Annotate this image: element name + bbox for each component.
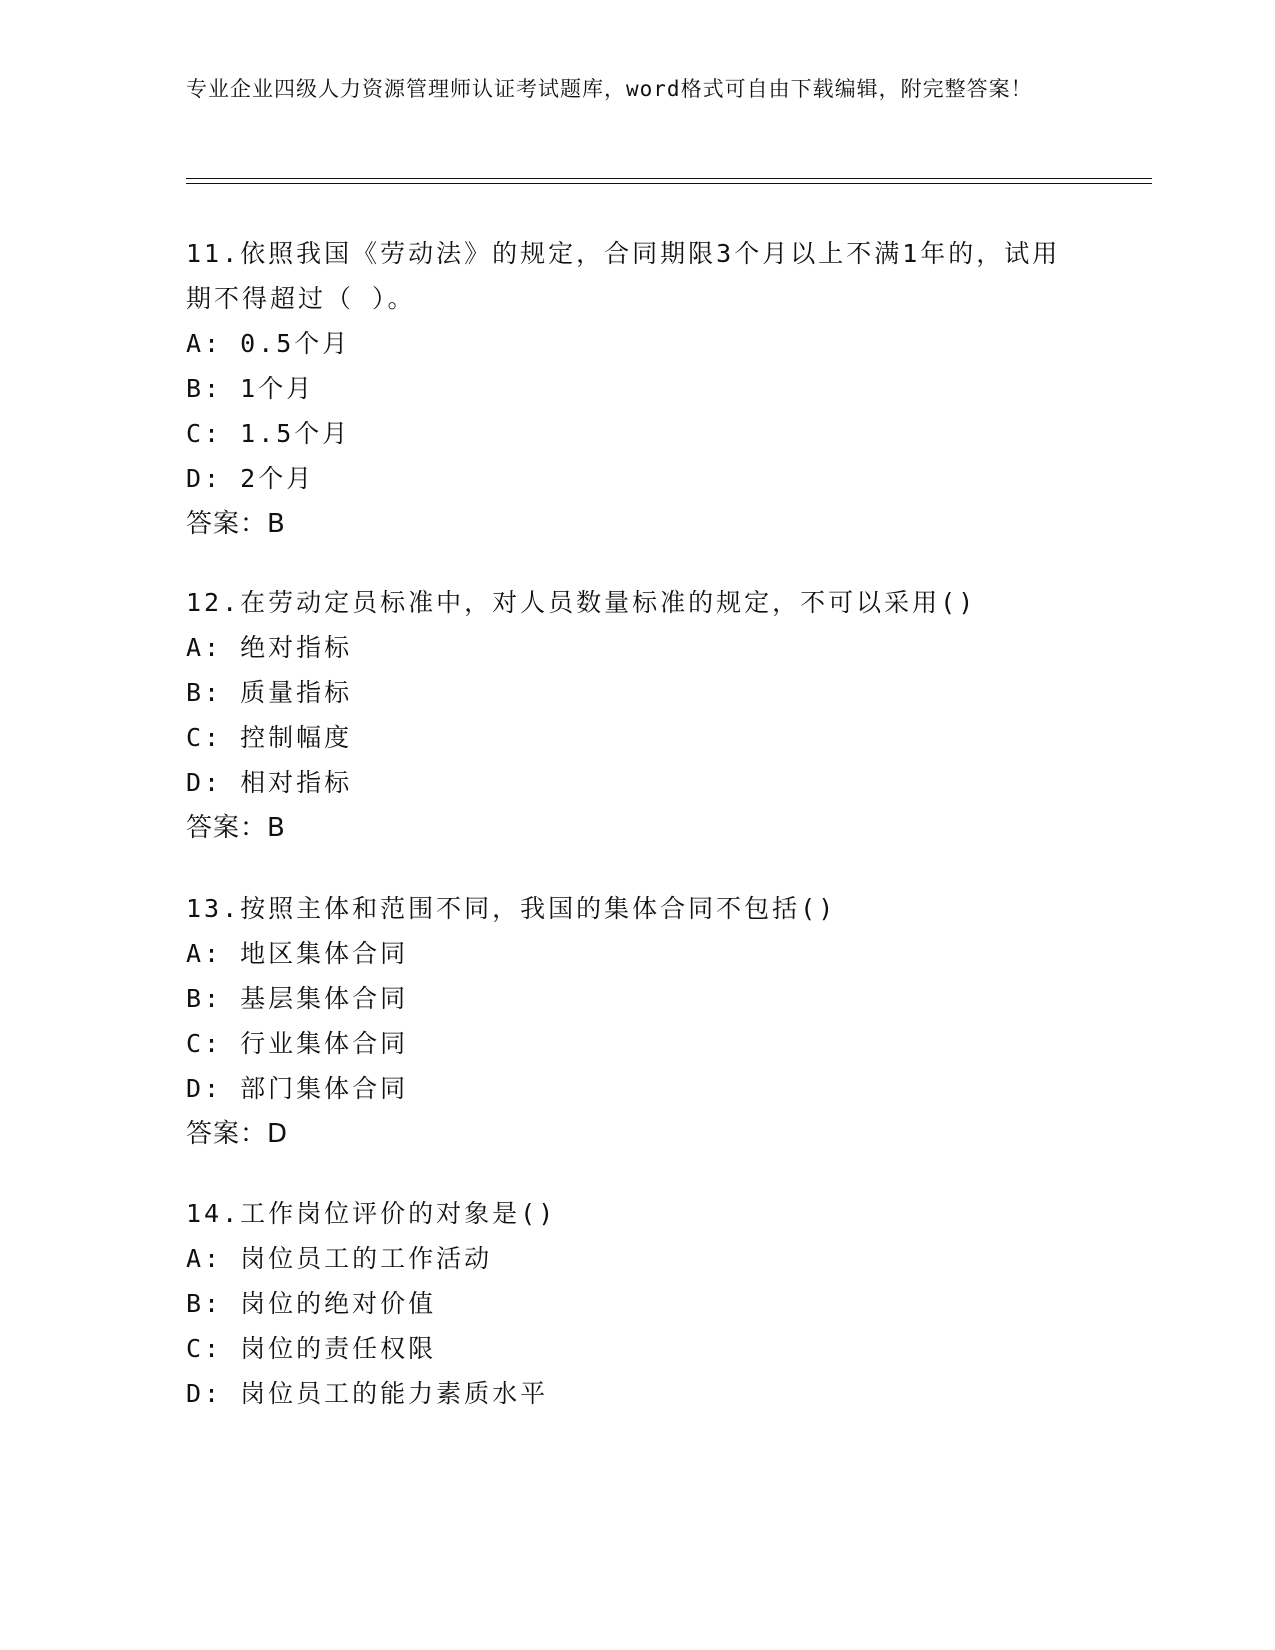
option-c: C: 1.5个月 [186,419,351,448]
question-stem: 13.按照主体和范围不同，我国的集体合同不包括() [186,894,837,923]
option-a: A: 岗位员工的工作活动 [186,1244,493,1273]
option-d: D: 相对指标 [186,768,353,797]
option-d: D: 岗位员工的能力素质水平 [186,1379,549,1408]
option-c: C: 行业集体合同 [186,1029,409,1058]
question-14 [186,1191,1086,1416]
answer-label: 答案：B [186,509,286,539]
option-a: A: 绝对指标 [186,633,353,662]
option-a: A: 地区集体合同 [186,939,409,968]
question-12 [186,580,1086,851]
answer-label: 答案：D [186,1119,289,1149]
option-b: B: 质量指标 [186,678,353,707]
option-d: D: 2个月 [186,464,315,493]
answer-label: 答案：B [186,813,286,843]
option-b: B: 岗位的绝对价值 [186,1289,437,1318]
option-a: A: 0.5个月 [186,329,351,358]
option-c: C: 控制幅度 [186,723,353,752]
question-stem: 14.工作岗位评价的对象是() [186,1199,557,1228]
option-b: B: 1个月 [186,374,315,403]
question-13 [186,886,1086,1157]
header-divider-top [186,178,1152,179]
document-header: 专业企业四级人力资源管理师认证考试题库，word格式可自由下载编辑，附完整答案！ [186,77,1033,101]
option-b: B: 基层集体合同 [186,984,409,1013]
question-stem: 11.依照我国《劳动法》的规定，合同期限3个月以上不满1年的，试用期不得超过（ ）。 [186,239,1061,313]
question-stem: 12.在劳动定员标准中，对人员数量标准的规定，不可以采用() [186,588,977,617]
header-divider-bottom [186,183,1152,184]
option-c: C: 岗位的责任权限 [186,1334,437,1363]
question-11 [186,231,1086,547]
option-d: D: 部门集体合同 [186,1074,409,1103]
